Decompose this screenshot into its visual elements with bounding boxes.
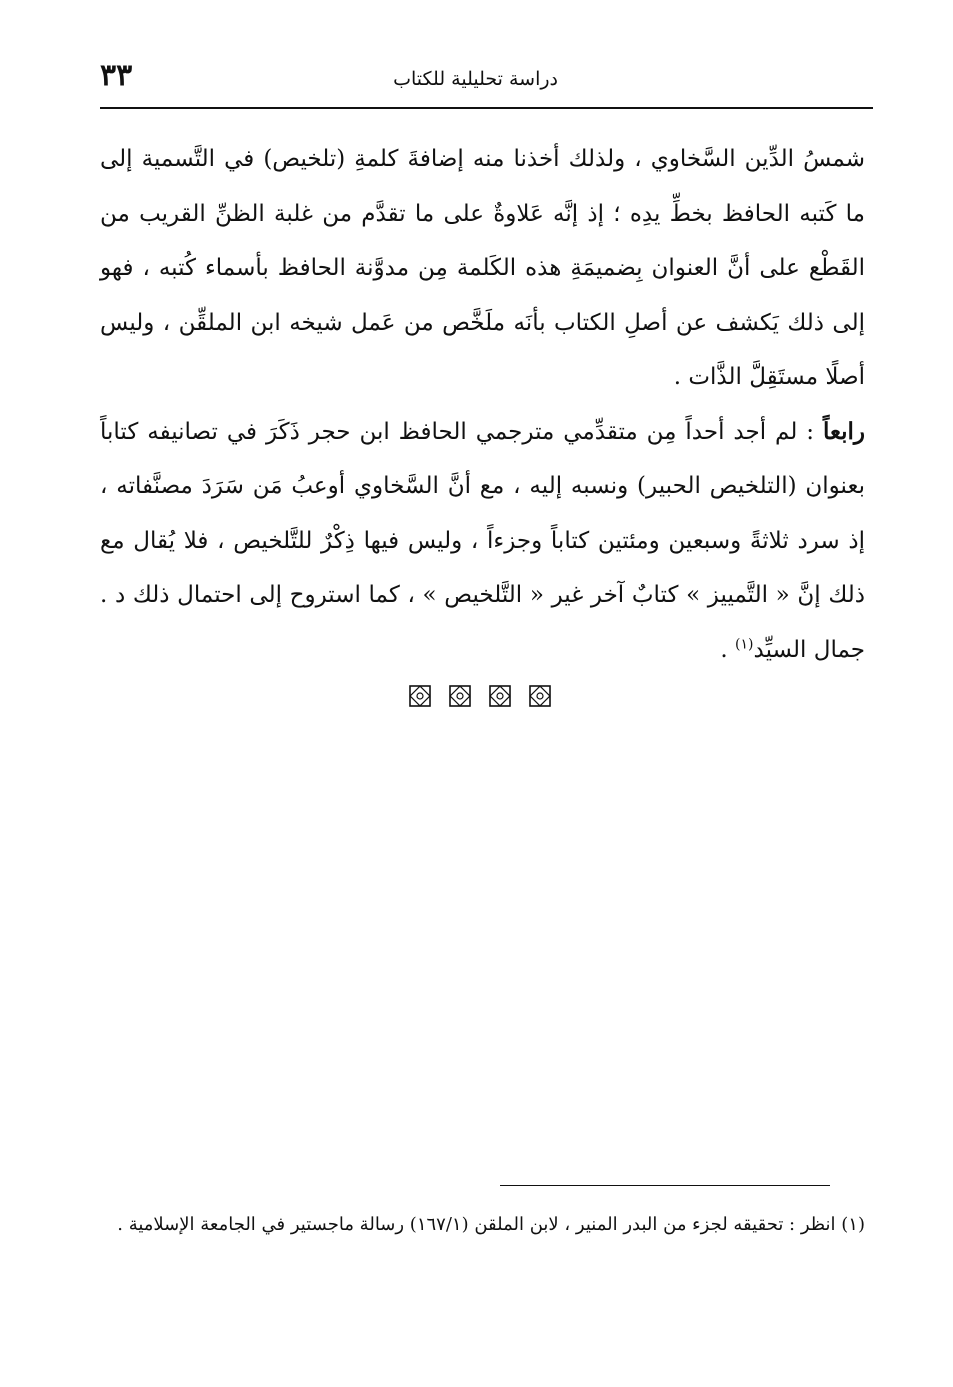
footnote-separator [500,1185,830,1186]
paragraph-2 [100,405,865,678]
section-end-ornaments [408,684,552,712]
ornament-icon [448,684,472,708]
paragraph-2-lead-word: رابعاً [822,417,865,445]
paragraph-2-text: : لم أجد أحداً مِن متقدِّمي مترجمي الحافظ ابن حجر ذَكَرَ في تصانيفه كتاباً بعنوان (التلخيص الحبير) ونسبه إليه ، مع أنَّ السَّخاوي أوعبُ مَن سَرَدَ مصنَّفاته ، إذ سرد ثلاثةً وسبعين ومئتين كتاباً وجزءاً ، وليس فيها ذِكْرٌ للتَّلخيص ، فلا يُقال مع ذلك إنَّ « التَّمييز » كتابٌ آخر غير « التَّلخيص » ، كما استروح إلى احتمال ذلك د . جمال السيِّد [100,418,865,663]
ornament-icon [488,684,512,708]
ornament-icon [528,684,552,708]
footnote-marker: (١) [735,635,754,652]
footnote-1: (١) انظر : تحقيقه لجزء من البدر المنير ، لابن الملقن (١٦٧/١) رسالة ماجستير في الجامعة الإسلامية . [117,1214,865,1235]
ornament-icon [408,684,432,708]
running-header-title: دراسة تحليلية للكتاب [393,68,558,90]
main-text [100,132,865,677]
running-header [100,52,870,102]
paragraph-2-end: . [720,636,736,663]
paragraph-1: شمسُ الدِّين السَّخاوي ، ولذلك أخذنا منه إضافةَ كلمةِ (تلخيص) في التَّسمية إلى ما كَتبه الحافظ بخطِّ يدِه ؛ إذ إنَّه عَلاوةٌ على ما تقدَّم من غلبة الظنِّ القريب من القَطْع على أنَّ العنوان بِضميمَةِ هذه الكَلمة مِن مدوَّنة الحافظ بأسماء كُتبه ، فهو إلى ذلك يَكشف عن أصلِ الكتاب بأنَه ملَخَّص من عَمل شيخه ابن الملقِّن ، وليس أصلًا مستَقِلَّ الذَّات . [100,146,865,390]
page-number: ٣٣ [100,58,133,93]
header-rule [100,107,873,109]
